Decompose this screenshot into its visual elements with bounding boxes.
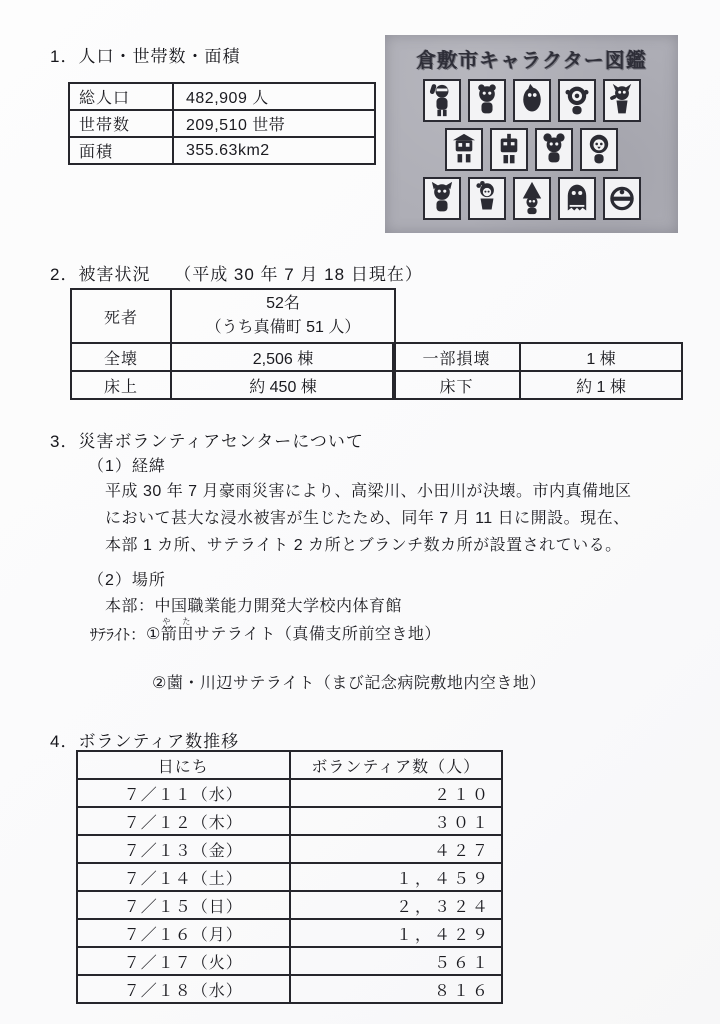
- volunteer-date: ７／１６（月）: [77, 919, 290, 947]
- damage-table-left: [70, 288, 396, 400]
- volunteer-date: ７／１５（日）: [77, 891, 290, 919]
- cat-mascot-icon: [428, 181, 456, 216]
- headquarters-line: 本部：中国職業能力開発大学校内体育館: [105, 598, 403, 615]
- section3-sub1-heading: （1）経緯: [88, 458, 166, 475]
- mascot-row-2: [385, 128, 678, 171]
- population-table: [68, 82, 376, 165]
- volunteer-date: ７／１１（水）: [77, 779, 290, 807]
- volunteer-count: ２，３２４: [290, 891, 503, 919]
- volunteer-date: ７／１４（土）: [77, 863, 290, 891]
- bird-mascot-icon: [518, 83, 546, 118]
- table-row: [71, 371, 395, 399]
- satellite1-prefix: ①: [146, 626, 161, 643]
- table-row: [77, 975, 502, 1003]
- volunteer-count: ８１６: [290, 975, 503, 1003]
- satellite1-furigana: や た: [160, 617, 194, 626]
- mascot-tile: [603, 177, 641, 220]
- area-row-value: 355.63km2: [173, 137, 375, 164]
- satellite-label: ｻﾃﾗｲﾄ：: [90, 627, 147, 644]
- volunteer-count: １，４２９: [290, 919, 503, 947]
- volunteer-date: ７／１３（金）: [77, 835, 290, 863]
- table-row: [77, 947, 502, 975]
- mascot-tile: [558, 177, 596, 220]
- satellite1-name-base: 箭田: [160, 626, 194, 643]
- households-row-value: 209,510 世帯: [173, 110, 375, 137]
- table-row: [393, 371, 682, 399]
- mouse-mascot-icon: [540, 132, 568, 167]
- table-row: [77, 807, 502, 835]
- mascot-tile: [423, 79, 461, 122]
- volunteer-table: [76, 750, 503, 1004]
- mascot-row-3: [385, 177, 678, 220]
- ninja-mascot-icon: [428, 83, 456, 118]
- volunteer-date: ７／１２（木）: [77, 807, 290, 835]
- deaths-breakdown: （うち真備町 51 人）: [205, 319, 361, 336]
- volunteer-count: ３０１: [290, 807, 503, 835]
- population-row-label: 総人口: [69, 83, 173, 110]
- volunteer-count: ４２７: [290, 835, 503, 863]
- volunteer-date: ７／１７（火）: [77, 947, 290, 975]
- girl-mascot-icon: [473, 181, 501, 216]
- volunteer-count: ２１０: [290, 779, 503, 807]
- table-row: [393, 343, 682, 371]
- animal-mascot-icon: [473, 83, 501, 118]
- section2-heading-line: [50, 260, 423, 285]
- character-panel: [385, 35, 678, 233]
- table-row: [71, 289, 395, 343]
- history-paragraph-line: 本部 1 カ所、サテライト 2 カ所とブランチ数カ所が設置されている。: [105, 537, 622, 554]
- mascot-tile: [513, 79, 551, 122]
- mascot-tile: [580, 128, 618, 171]
- satellite2-line: ②薗・川辺サテライト（まび記念病院敷地内空き地）: [152, 675, 546, 692]
- table-row: [77, 863, 502, 891]
- below-floor-value: 約 1 棟: [520, 371, 682, 399]
- deaths-value: [171, 289, 395, 343]
- mascot-tile: [513, 177, 551, 220]
- date-column-header: 日にち: [77, 751, 290, 779]
- table-row: [69, 137, 375, 164]
- damage-table-right: [392, 342, 683, 400]
- volunteer-date: ７／１８（水）: [77, 975, 290, 1003]
- partial-damage-label: 一部損壊: [393, 343, 520, 371]
- deaths-label: 死者: [71, 289, 171, 343]
- table-row: [77, 779, 502, 807]
- table-row: [77, 835, 502, 863]
- area-row-label: 面積: [69, 137, 173, 164]
- table-row: [71, 343, 395, 371]
- imp-mascot-icon: [608, 83, 636, 118]
- satellite1-rest: サテライト（真備支所前空き地）: [193, 626, 441, 643]
- population-row-value: 482,909 人: [173, 83, 375, 110]
- deaths-count: 52名: [266, 295, 300, 312]
- table-row: [69, 110, 375, 137]
- history-paragraph-line: において甚大な浸水被害が生じたため、同年 7 月 11 日に開設。現在、: [105, 510, 630, 527]
- section3-sub2-heading: （2）場所: [88, 572, 166, 589]
- robot-mascot-icon: [495, 132, 523, 167]
- mascot-tile: [445, 128, 483, 171]
- fully-destroyed-label: 全壊: [71, 343, 171, 371]
- mascot-tile: [535, 128, 573, 171]
- house-mascot-icon: [450, 132, 478, 167]
- character-panel-title: 倉敷市キャラクター図鑑: [416, 50, 647, 72]
- above-floor-value: 約 450 棟: [171, 371, 395, 399]
- households-row-label: 世帯数: [69, 110, 173, 137]
- section2-heading: 2．被害状況: [50, 265, 151, 284]
- below-floor-label: 床下: [393, 371, 520, 399]
- section3-heading: 3．災害ボランティアセンターについて: [50, 432, 364, 451]
- table-row: [77, 919, 502, 947]
- above-floor-label: 床上: [71, 371, 171, 399]
- table-row: [77, 891, 502, 919]
- section1-heading: 1．人口・世帯数・面積: [50, 47, 241, 66]
- mascot-tile: [490, 128, 528, 171]
- mascot-tile: [423, 177, 461, 220]
- section2-date-note: （平成 30 年 7 月 18 日現在）: [174, 265, 423, 284]
- volunteer-count: １，４５９: [290, 863, 503, 891]
- emblem-mascot-icon: [608, 181, 636, 216]
- satellite1-line: [90, 617, 441, 645]
- history-paragraph-line: 平成 30 年 7 月豪雨災害により、高梁川、小田川が決壊。市内真備地区: [105, 483, 632, 500]
- monkey-mascot-icon: [563, 83, 591, 118]
- mascot-tile: [603, 79, 641, 122]
- table-header-row: [77, 751, 502, 779]
- count-column-header: ボランティア数（人）: [290, 751, 503, 779]
- lion-mascot-icon: [585, 132, 613, 167]
- mascot-tile: [468, 177, 506, 220]
- wizard-mascot-icon: [518, 181, 546, 216]
- mascot-tile: [468, 79, 506, 122]
- partial-damage-value: 1 棟: [520, 343, 682, 371]
- section4-heading: 4．ボランティア数推移: [50, 732, 240, 751]
- mascot-row-1: [385, 79, 678, 122]
- satellite1-name-ruby: [161, 617, 194, 645]
- table-row: [69, 83, 375, 110]
- ghost-mascot-icon: [563, 181, 591, 216]
- fully-destroyed-value: 2,506 棟: [171, 343, 395, 371]
- mascot-tile: [558, 79, 596, 122]
- volunteer-count: ５６１: [290, 947, 503, 975]
